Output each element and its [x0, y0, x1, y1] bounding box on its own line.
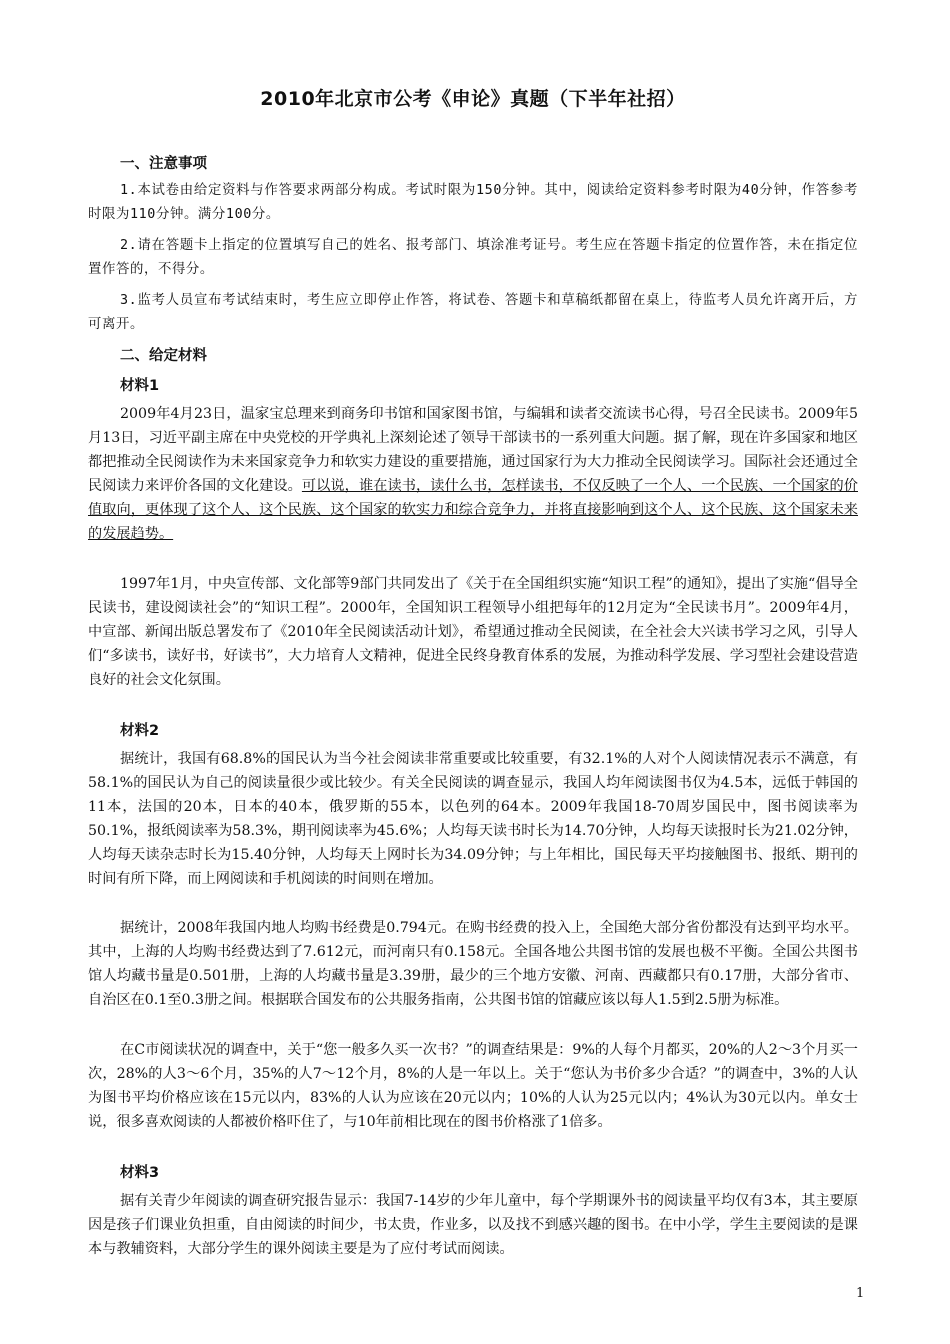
material-1-paragraph-1 — [88, 402, 858, 546]
section-heading-notes: 一、注意事项 — [120, 156, 207, 172]
notice-item-1: 1.本试卷由给定资料与作答要求两部分构成。考试时限为150分钟。其中，阅读给定资料参考时限为40分钟，作答参考时限为110分钟。满分100分。 — [88, 183, 858, 222]
material-2-paragraph-2: 据统计，2008年我国内地人均购书经费是0.794元。在购书经费的投入上，全国绝大部分省份都没有达到平均水平。其中，上海的人均购书经费达到了7.612元，而河南只有0.158元。全国各地公共图书馆的发展也极不平衡。全国公共图书馆人均藏书量是0.501册，上海的人均藏书量是3.39册，最少的三个地方安徽、河南、西藏都只有0.17册，大部分省市、自治区在0.1至0.3册之间。根据联合国发布的公共服务指南，公共图书馆的馆藏应该以每人1.5到2.5册为标准。 — [88, 920, 858, 1008]
material-2-paragraph-1: 据统计，我国有68.8%的国民认为当今社会阅读非常重要或比较重要，有32.1%的人对个人阅读情况表示不满意，有58.1%的国民认为自己的阅读量很少或比较少。有关全民阅读的调查显示，我国人均年阅读图书仅为4.5本，远低于韩国的11本，法国的20本，日本的40本，俄罗斯的55本，以色列的64本。2009年我国18-70周岁国民中，图书阅读率为50.1%，报纸阅读率为58.3%，期刊阅读率为45.6%；人均每天读书时长为14.70分钟，人均每天读报时长为21.02分钟，人均每天读杂志时长为15.40分钟，人均每天上网时长为34.09分钟；与上年相比，国民每天平均接触图书、报纸、期刊的时间有所下降，而上网阅读和手机阅读的时间则在增加。 — [88, 751, 858, 887]
material-3-paragraph-1: 据有关青少年阅读的调查研究报告显示：我国7-14岁的少年儿童中，每个学期课外书的阅读量平均仅有3本，其主要原因是孩子们课业负担重，自由阅读的时间少，书太贵，作业多，以及找不到感兴趣的图书。在中小学，学生主要阅读的是课本与教辅资料，大部分学生的课外阅读主要是为了应付考试而阅读。 — [88, 1193, 858, 1257]
notice-item-2: 2.请在答题卡上指定的位置填写自己的姓名、报考部门、填涂准考证号。考生应在答题卡指定的位置作答，未在指定位置作答的，不得分。 — [88, 238, 858, 277]
material-1-text: 2009年4月23日，温家宝总理来到商务印书馆和国家图书馆，与编辑和读者交流读书心得，号召全民读书。2009年5月13日，习近平副主席在中央党校的开学典礼上深刻论述了领导干部读书的一系列重大问题。据了解，现在许多国家和地区都把推动全民阅读作为未来国家竞争力和软实力建设的重要措施，通过国家行为大力推动全民阅读学习。国际社会还通过全民阅读力来评价各国的文化建设。 — [88, 406, 858, 494]
notice-item-3: 3.监考人员宣布考试结束时，考生应立即停止作答，将试卷、答题卡和草稿纸都留在桌上，待监考人员允许离开后，方可离开。 — [88, 293, 858, 332]
document-title: 2010年北京市公考《申论》真题（下半年社招） — [260, 88, 686, 110]
material-1-heading: 材料1 — [120, 378, 160, 394]
material-3-heading: 材料3 — [120, 1165, 160, 1181]
material-1-underlined-text: 可以说，谁在读书，读什么书，怎样读书，不仅反映了一个人、一个民族、一个国家的价值取向，更体现了这个人、这个民族、这个国家的软实力和综合竞争力，并将直接影响到这个人、这个民族、这个国家未来的发展趋势。 — [88, 478, 858, 542]
material-2-heading: 材料2 — [120, 723, 160, 739]
material-1-paragraph-2: 1997年1月，中央宣传部、文化部等9部门共同发出了《关于在全国组织实施“知识工程”的通知》，提出了实施“倡导全民读书，建设阅读社会”的“知识工程”。2000年，全国知识工程领导小组把每年的12月定为“全民读书月”。2009年4月，中宣部、新闻出版总署发布了《2010年全民阅读活动计划》，希望通过推动全民阅读，在全社会大兴读书学习之风，引导人们“多读书，读好书，好读书”，大力培育人文精神，促进全民终身教育体系的发展，为推动科学发展、学习型社会建设营造良好的社会文化氛围。 — [88, 576, 858, 688]
section-heading-materials: 二、给定材料 — [120, 348, 207, 364]
material-2-paragraph-3: 在C市阅读状况的调查中，关于“您一般多久买一次书？”的调查结果是：9%的人每个月都买，20%的人2～3个月买一次，28%的人3～6个月，35%的人7～12个月，8%的人是一年以上。关于“您认为书价多少合适？”的调查中，3%的人认为图书平均价格应该在15元以内，83%的人认为应该在20元以内；10%的人认为25元以内；4%认为30元以内。单女士说，很多喜欢阅读的人都被价格吓住了，与10年前相比现在的图书价格涨了1倍多。 — [88, 1042, 858, 1130]
page-number: 1 — [856, 1286, 865, 1301]
